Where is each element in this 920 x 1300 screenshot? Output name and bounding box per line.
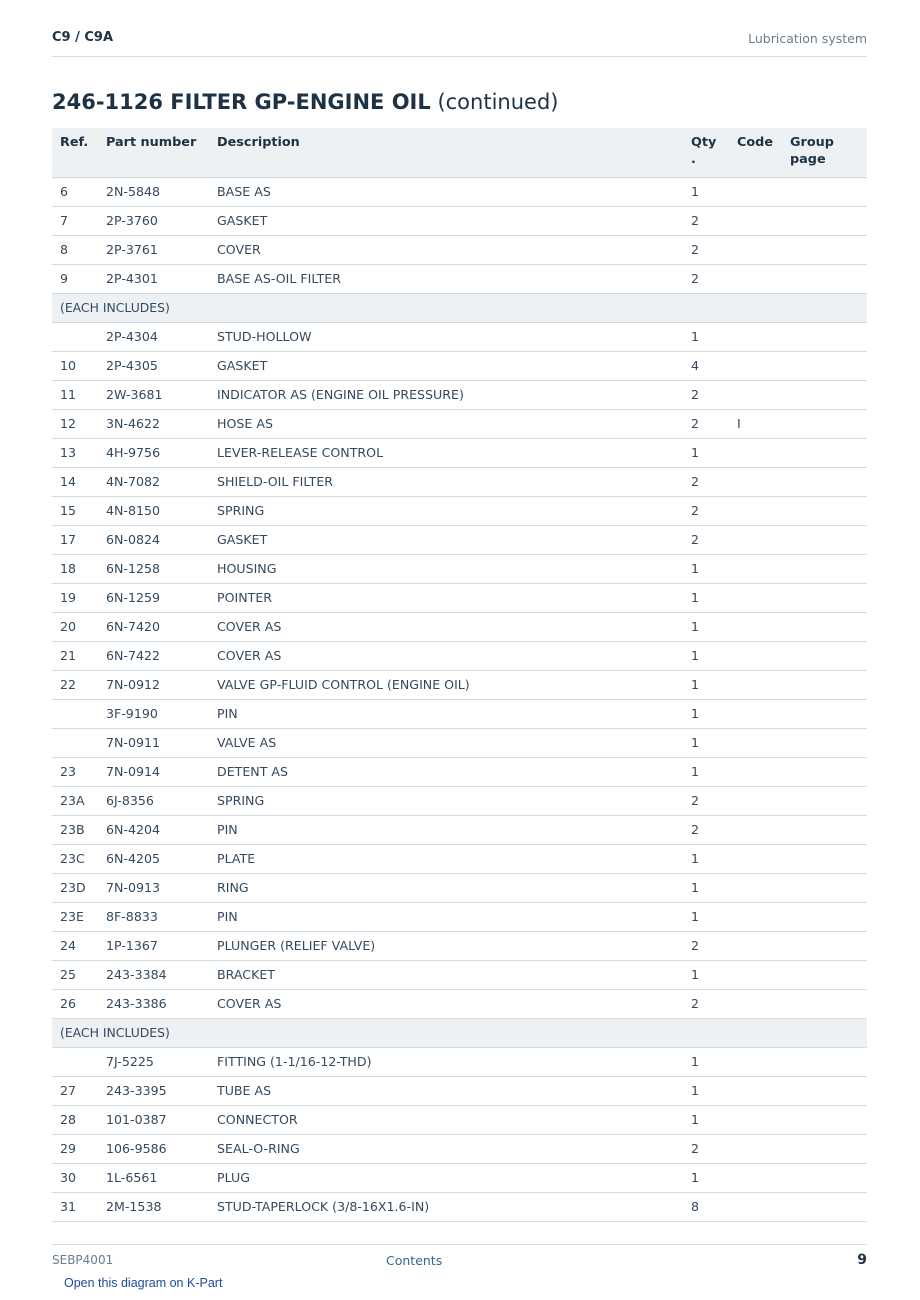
table-row bbox=[52, 612, 867, 641]
qty-cell: 2 bbox=[683, 206, 729, 235]
qty-cell: 2 bbox=[683, 1134, 729, 1163]
code-cell bbox=[729, 1105, 782, 1134]
part-number-cell: 2W-3681 bbox=[98, 380, 209, 409]
group-page-cell bbox=[782, 873, 867, 902]
table-row bbox=[52, 235, 867, 264]
part-number-cell: 2P-4304 bbox=[98, 322, 209, 351]
ref-cell: 24 bbox=[52, 931, 98, 960]
part-number-cell: 6N-1259 bbox=[98, 583, 209, 612]
group-page-cell bbox=[782, 815, 867, 844]
part-number-cell: 1P-1367 bbox=[98, 931, 209, 960]
ref-cell: 11 bbox=[52, 380, 98, 409]
code-cell bbox=[729, 380, 782, 409]
description-cell: HOUSING bbox=[209, 554, 683, 583]
col-header-qty: Qty . bbox=[683, 128, 729, 177]
qty-cell: 1 bbox=[683, 322, 729, 351]
qty-cell: 2 bbox=[683, 786, 729, 815]
code-cell bbox=[729, 728, 782, 757]
code-cell bbox=[729, 815, 782, 844]
note-cell: (EACH INCLUDES) bbox=[52, 293, 867, 322]
table-row bbox=[52, 641, 867, 670]
description-cell: PIN bbox=[209, 699, 683, 728]
qty-cell: 1 bbox=[683, 177, 729, 206]
title-main: 246-1126 FILTER GP-ENGINE OIL bbox=[52, 90, 431, 114]
ref-cell: 13 bbox=[52, 438, 98, 467]
group-page-cell bbox=[782, 409, 867, 438]
qty-cell: 1 bbox=[683, 670, 729, 699]
ref-cell: 30 bbox=[52, 1163, 98, 1192]
group-page-cell bbox=[782, 1134, 867, 1163]
ref-cell: 21 bbox=[52, 641, 98, 670]
open-diagram-link[interactable]: Open this diagram on K-Part bbox=[64, 1276, 223, 1290]
table-row bbox=[52, 902, 867, 931]
description-cell: INDICATOR AS (ENGINE OIL PRESSURE) bbox=[209, 380, 683, 409]
group-page-cell bbox=[782, 1105, 867, 1134]
ref-cell: 23C bbox=[52, 844, 98, 873]
page-number: 9 bbox=[857, 1252, 867, 1268]
description-cell: SPRING bbox=[209, 786, 683, 815]
table-row bbox=[52, 177, 867, 206]
code-cell bbox=[729, 641, 782, 670]
code-cell bbox=[729, 1192, 782, 1221]
qty-cell: 1 bbox=[683, 757, 729, 786]
qty-cell: 1 bbox=[683, 902, 729, 931]
description-cell: GASKET bbox=[209, 206, 683, 235]
ref-cell: 22 bbox=[52, 670, 98, 699]
table-row bbox=[52, 670, 867, 699]
group-page-cell bbox=[782, 1047, 867, 1076]
col-header-part-number: Part number bbox=[98, 128, 209, 177]
group-page-cell bbox=[782, 525, 867, 554]
note-cell: (EACH INCLUDES) bbox=[52, 1018, 867, 1047]
code-cell bbox=[729, 206, 782, 235]
group-page-cell bbox=[782, 177, 867, 206]
col-header-group-page: Group page bbox=[782, 128, 867, 177]
table-row bbox=[52, 786, 867, 815]
qty-cell: 1 bbox=[683, 960, 729, 989]
code-cell bbox=[729, 960, 782, 989]
description-cell: RING bbox=[209, 873, 683, 902]
description-cell: DETENT AS bbox=[209, 757, 683, 786]
code-cell bbox=[729, 554, 782, 583]
part-number-cell: 7J-5225 bbox=[98, 1047, 209, 1076]
group-page-cell bbox=[782, 728, 867, 757]
code-cell: I bbox=[729, 409, 782, 438]
part-number-cell: 2N-5848 bbox=[98, 177, 209, 206]
ref-cell bbox=[52, 1047, 98, 1076]
col-header-description: Description bbox=[209, 128, 683, 177]
group-page-cell bbox=[782, 931, 867, 960]
code-cell bbox=[729, 786, 782, 815]
description-cell: VALVE GP-FLUID CONTROL (ENGINE OIL) bbox=[209, 670, 683, 699]
group-page-cell bbox=[782, 641, 867, 670]
ref-cell bbox=[52, 728, 98, 757]
group-page-cell bbox=[782, 583, 867, 612]
group-page-cell bbox=[782, 1163, 867, 1192]
code-cell bbox=[729, 1163, 782, 1192]
description-cell: COVER AS bbox=[209, 641, 683, 670]
table-row bbox=[52, 583, 867, 612]
group-page-cell bbox=[782, 1192, 867, 1221]
table-row bbox=[52, 844, 867, 873]
qty-cell: 2 bbox=[683, 496, 729, 525]
table-row bbox=[52, 989, 867, 1018]
part-number-cell: 1L-6561 bbox=[98, 1163, 209, 1192]
table-row bbox=[52, 206, 867, 235]
code-cell bbox=[729, 902, 782, 931]
description-cell: BASE AS bbox=[209, 177, 683, 206]
table-row bbox=[52, 1105, 867, 1134]
table-row bbox=[52, 1047, 867, 1076]
qty-cell: 1 bbox=[683, 699, 729, 728]
description-cell: SEAL-O-RING bbox=[209, 1134, 683, 1163]
qty-cell: 1 bbox=[683, 844, 729, 873]
ref-cell: 8 bbox=[52, 235, 98, 264]
qty-cell: 4 bbox=[683, 351, 729, 380]
qty-cell: 2 bbox=[683, 989, 729, 1018]
group-page-cell bbox=[782, 438, 867, 467]
code-cell bbox=[729, 438, 782, 467]
table-body bbox=[52, 177, 867, 1221]
ref-cell: 28 bbox=[52, 1105, 98, 1134]
description-cell: SHIELD-OIL FILTER bbox=[209, 467, 683, 496]
page-header bbox=[52, 28, 867, 57]
description-cell: FITTING (1-1/16-12-THD) bbox=[209, 1047, 683, 1076]
ref-cell: 27 bbox=[52, 1076, 98, 1105]
col-header-code: Code bbox=[729, 128, 782, 177]
table-row bbox=[52, 1076, 867, 1105]
col-header-ref: Ref. bbox=[52, 128, 98, 177]
description-cell: GASKET bbox=[209, 525, 683, 554]
ref-cell: 6 bbox=[52, 177, 98, 206]
ref-cell: 23E bbox=[52, 902, 98, 931]
group-page-cell bbox=[782, 554, 867, 583]
code-cell bbox=[729, 873, 782, 902]
section-label: Lubrication system bbox=[748, 31, 867, 46]
table-row bbox=[52, 873, 867, 902]
group-page-cell bbox=[782, 989, 867, 1018]
qty-cell: 1 bbox=[683, 438, 729, 467]
table-row bbox=[52, 728, 867, 757]
qty-cell: 8 bbox=[683, 1192, 729, 1221]
group-page-cell bbox=[782, 206, 867, 235]
code-cell bbox=[729, 1047, 782, 1076]
description-cell: LEVER-RELEASE CONTROL bbox=[209, 438, 683, 467]
code-cell bbox=[729, 670, 782, 699]
ref-cell: 29 bbox=[52, 1134, 98, 1163]
qty-cell: 2 bbox=[683, 264, 729, 293]
description-cell: TUBE AS bbox=[209, 1076, 683, 1105]
part-number-cell: 2P-3761 bbox=[98, 235, 209, 264]
qty-cell: 1 bbox=[683, 1163, 729, 1192]
group-page-cell bbox=[782, 670, 867, 699]
code-cell bbox=[729, 322, 782, 351]
table-row bbox=[52, 438, 867, 467]
table-note-row bbox=[52, 293, 867, 322]
description-cell: POINTER bbox=[209, 583, 683, 612]
description-cell: SPRING bbox=[209, 496, 683, 525]
description-cell: STUD-HOLLOW bbox=[209, 322, 683, 351]
ref-cell: 31 bbox=[52, 1192, 98, 1221]
qty-cell: 2 bbox=[683, 409, 729, 438]
description-cell: PIN bbox=[209, 902, 683, 931]
table-row bbox=[52, 496, 867, 525]
code-cell bbox=[729, 496, 782, 525]
table-row bbox=[52, 264, 867, 293]
description-cell: VALVE AS bbox=[209, 728, 683, 757]
page-footer bbox=[52, 1244, 867, 1275]
qty-cell: 1 bbox=[683, 873, 729, 902]
ref-cell: 12 bbox=[52, 409, 98, 438]
code-cell bbox=[729, 1076, 782, 1105]
ref-cell: 23B bbox=[52, 815, 98, 844]
description-cell: COVER AS bbox=[209, 989, 683, 1018]
group-page-cell bbox=[782, 902, 867, 931]
group-page-cell bbox=[782, 786, 867, 815]
part-number-cell: 7N-0912 bbox=[98, 670, 209, 699]
part-number-cell: 243-3386 bbox=[98, 989, 209, 1018]
group-page-cell bbox=[782, 235, 867, 264]
title-suffix: (continued) bbox=[437, 90, 559, 114]
table-row bbox=[52, 931, 867, 960]
model-label: C9 / C9A bbox=[52, 30, 114, 45]
qty-cell: 2 bbox=[683, 380, 729, 409]
parts-table bbox=[52, 128, 867, 1222]
qty-cell: 1 bbox=[683, 612, 729, 641]
code-cell bbox=[729, 177, 782, 206]
table-row bbox=[52, 409, 867, 438]
table-row bbox=[52, 380, 867, 409]
part-number-cell: 106-9586 bbox=[98, 1134, 209, 1163]
part-number-cell: 243-3384 bbox=[98, 960, 209, 989]
qty-cell: 2 bbox=[683, 815, 729, 844]
ref-cell: 25 bbox=[52, 960, 98, 989]
page-title bbox=[52, 90, 558, 114]
part-number-cell: 6N-0824 bbox=[98, 525, 209, 554]
ref-cell: 18 bbox=[52, 554, 98, 583]
qty-cell: 1 bbox=[683, 583, 729, 612]
part-number-cell: 7N-0913 bbox=[98, 873, 209, 902]
description-cell: PIN bbox=[209, 815, 683, 844]
ref-cell: 7 bbox=[52, 206, 98, 235]
part-number-cell: 2P-3760 bbox=[98, 206, 209, 235]
table-note-row bbox=[52, 1018, 867, 1047]
part-number-cell: 6N-7422 bbox=[98, 641, 209, 670]
ref-cell bbox=[52, 699, 98, 728]
part-number-cell: 8F-8833 bbox=[98, 902, 209, 931]
code-cell bbox=[729, 989, 782, 1018]
part-number-cell: 2M-1538 bbox=[98, 1192, 209, 1221]
qty-cell: 2 bbox=[683, 525, 729, 554]
description-cell: COVER bbox=[209, 235, 683, 264]
description-cell: STUD-TAPERLOCK (3/8-16X1.6-IN) bbox=[209, 1192, 683, 1221]
ref-cell: 23D bbox=[52, 873, 98, 902]
table-row bbox=[52, 1192, 867, 1221]
ref-cell: 17 bbox=[52, 525, 98, 554]
ref-cell: 10 bbox=[52, 351, 98, 380]
qty-cell: 1 bbox=[683, 1076, 729, 1105]
qty-cell: 2 bbox=[683, 235, 729, 264]
group-page-cell bbox=[782, 1076, 867, 1105]
table-row bbox=[52, 757, 867, 786]
description-cell: BASE AS-OIL FILTER bbox=[209, 264, 683, 293]
code-cell bbox=[729, 699, 782, 728]
document-id: SEBP4001 bbox=[52, 1253, 114, 1267]
table-header-row bbox=[52, 128, 867, 177]
description-cell: PLUNGER (RELIEF VALVE) bbox=[209, 931, 683, 960]
part-number-cell: 6N-4204 bbox=[98, 815, 209, 844]
code-cell bbox=[729, 931, 782, 960]
code-cell bbox=[729, 757, 782, 786]
group-page-cell bbox=[782, 380, 867, 409]
table-row bbox=[52, 467, 867, 496]
description-cell: BRACKET bbox=[209, 960, 683, 989]
table-row bbox=[52, 1163, 867, 1192]
code-cell bbox=[729, 351, 782, 380]
ref-cell: 26 bbox=[52, 989, 98, 1018]
qty-cell: 1 bbox=[683, 641, 729, 670]
description-cell: PLUG bbox=[209, 1163, 683, 1192]
ref-cell: 15 bbox=[52, 496, 98, 525]
group-page-cell bbox=[782, 351, 867, 380]
code-cell bbox=[729, 844, 782, 873]
code-cell bbox=[729, 1134, 782, 1163]
ref-cell: 20 bbox=[52, 612, 98, 641]
part-number-cell: 6N-4205 bbox=[98, 844, 209, 873]
code-cell bbox=[729, 467, 782, 496]
group-page-cell bbox=[782, 467, 867, 496]
group-page-cell bbox=[782, 960, 867, 989]
code-cell bbox=[729, 612, 782, 641]
table-row bbox=[52, 699, 867, 728]
description-cell: COVER AS bbox=[209, 612, 683, 641]
group-page-cell bbox=[782, 844, 867, 873]
code-cell bbox=[729, 235, 782, 264]
ref-cell: 19 bbox=[52, 583, 98, 612]
ref-cell: 23A bbox=[52, 786, 98, 815]
group-page-cell bbox=[782, 496, 867, 525]
group-page-cell bbox=[782, 699, 867, 728]
qty-cell: 1 bbox=[683, 1047, 729, 1076]
ref-cell: 23 bbox=[52, 757, 98, 786]
code-cell bbox=[729, 525, 782, 554]
part-number-cell: 2P-4301 bbox=[98, 264, 209, 293]
part-number-cell: 6J-8356 bbox=[98, 786, 209, 815]
description-cell: GASKET bbox=[209, 351, 683, 380]
group-page-cell bbox=[782, 612, 867, 641]
table-row bbox=[52, 1134, 867, 1163]
code-cell bbox=[729, 264, 782, 293]
table-row bbox=[52, 554, 867, 583]
qty-cell: 2 bbox=[683, 931, 729, 960]
table-row bbox=[52, 525, 867, 554]
table-row bbox=[52, 960, 867, 989]
contents-link[interactable]: Contents bbox=[386, 1253, 443, 1268]
part-number-cell: 2P-4305 bbox=[98, 351, 209, 380]
table-row bbox=[52, 815, 867, 844]
table-row bbox=[52, 351, 867, 380]
qty-cell: 1 bbox=[683, 728, 729, 757]
table-row bbox=[52, 322, 867, 351]
part-number-cell: 4N-7082 bbox=[98, 467, 209, 496]
part-number-cell: 6N-1258 bbox=[98, 554, 209, 583]
part-number-cell: 101-0387 bbox=[98, 1105, 209, 1134]
description-cell: HOSE AS bbox=[209, 409, 683, 438]
part-number-cell: 4N-8150 bbox=[98, 496, 209, 525]
part-number-cell: 7N-0911 bbox=[98, 728, 209, 757]
part-number-cell: 3N-4622 bbox=[98, 409, 209, 438]
part-number-cell: 6N-7420 bbox=[98, 612, 209, 641]
part-number-cell: 243-3395 bbox=[98, 1076, 209, 1105]
ref-cell: 9 bbox=[52, 264, 98, 293]
group-page-cell bbox=[782, 264, 867, 293]
qty-cell: 1 bbox=[683, 554, 729, 583]
group-page-cell bbox=[782, 757, 867, 786]
qty-cell: 2 bbox=[683, 467, 729, 496]
part-number-cell: 7N-0914 bbox=[98, 757, 209, 786]
description-cell: CONNECTOR bbox=[209, 1105, 683, 1134]
description-cell: PLATE bbox=[209, 844, 683, 873]
qty-cell: 1 bbox=[683, 1105, 729, 1134]
code-cell bbox=[729, 583, 782, 612]
ref-cell: 14 bbox=[52, 467, 98, 496]
group-page-cell bbox=[782, 322, 867, 351]
part-number-cell: 4H-9756 bbox=[98, 438, 209, 467]
ref-cell bbox=[52, 322, 98, 351]
part-number-cell: 3F-9190 bbox=[98, 699, 209, 728]
